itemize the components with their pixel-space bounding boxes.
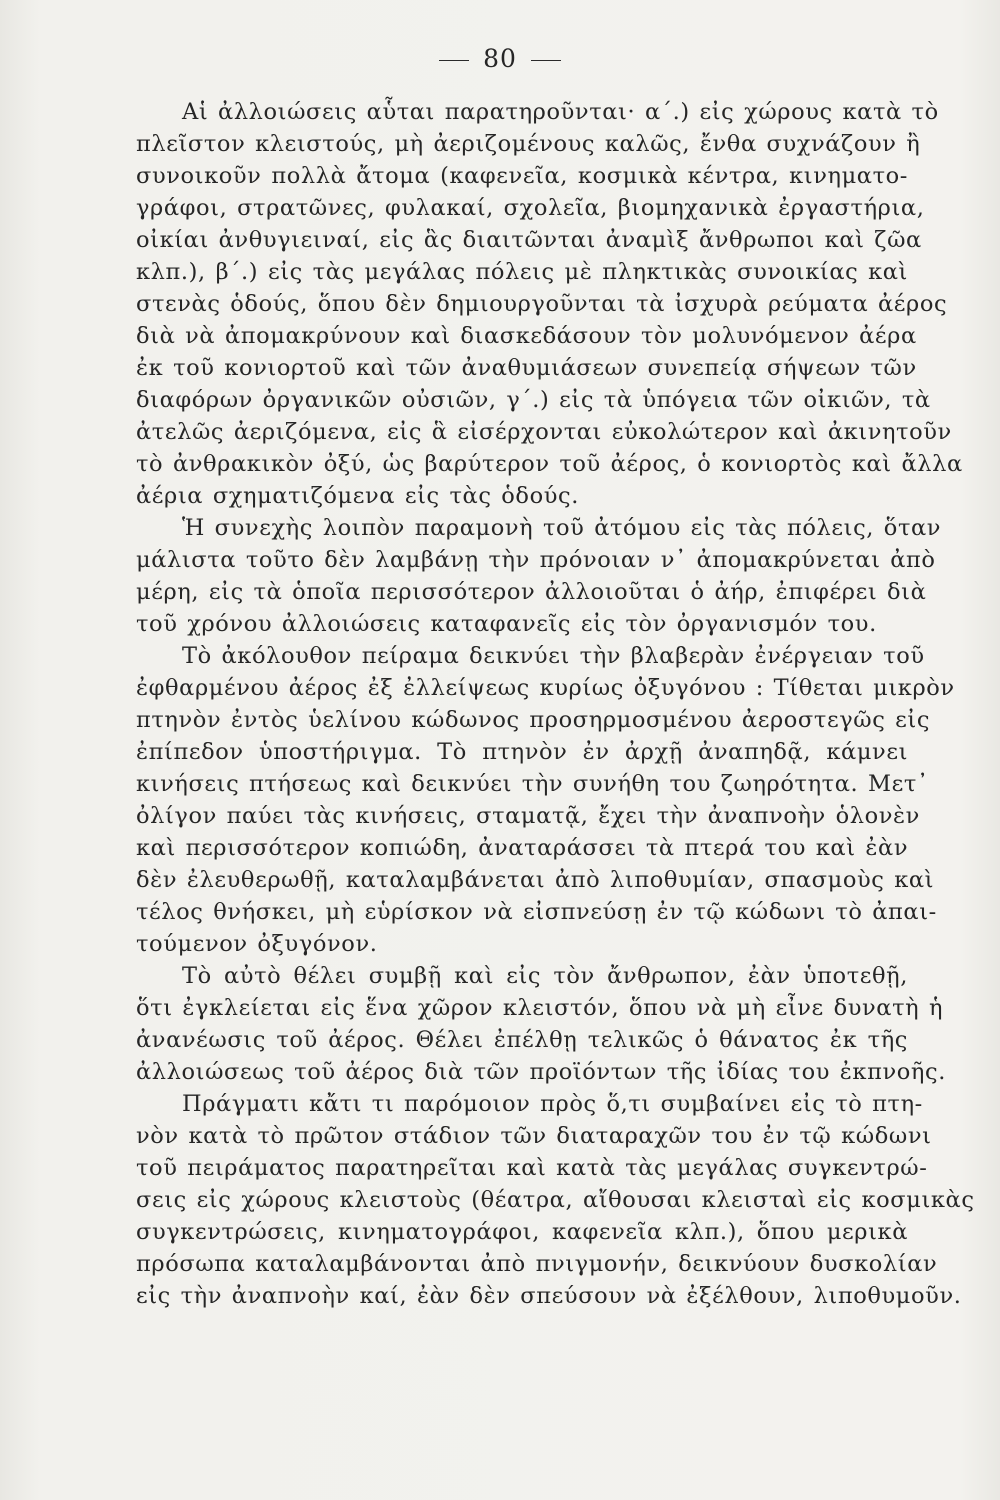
- text-line: κινήσεις πτήσεως καὶ δεικνύει τὴν συνήθη του ζωηρότητα. Μετ᾽: [136, 771, 929, 797]
- page-number-value: 80: [483, 44, 517, 73]
- text-line: τοῦ χρόνου ἀλλοιώσεις καταφανεῖς εἰς τὸν ὀργανισμόν του.: [136, 611, 877, 637]
- text-line: ὅτι ἐγκλείεται εἰς ἕνα χῶρον κλειστόν, ὅπου νὰ μὴ εἶνε δυνατὴ ἡ: [136, 995, 944, 1021]
- text-line: τούμενον ὀξυγόνον.: [136, 931, 378, 957]
- text-line: ἀλλοιώσεως τοῦ ἀέρος διὰ τῶν προϊόντων τῆς ἰδίας του ἐκπνοῆς.: [136, 1059, 946, 1085]
- text-line: ἐφθαρμένου ἀέρος ἐξ ἐλλείψεως κυρίως ὀξυγόνου : Τίθεται μικρὸν: [136, 675, 955, 701]
- text-line: ἐπίπεδον ὑποστήριγμα. Τὸ πτηνὸν ἐν ἀρχῇ ἀναπηδᾷ, κάμνει: [136, 739, 908, 765]
- text-line: ὀλίγον παύει τὰς κινήσεις, σταματᾷ, ἔχει τὴν ἀναπνοὴν ὁλονὲν: [136, 803, 920, 829]
- text-line: πλεῖστον κλειστούς, μὴ ἀεριζομένους καλῶς, ἔνθα συχνάζουν ἢ: [136, 131, 921, 157]
- text-line: τοῦ πειράματος παρατηρεῖται καὶ κατὰ τὰς μεγάλας συγκεντρώ-: [136, 1155, 928, 1181]
- text-line: καὶ περισσότερον κοπιώδη, ἀναταράσσει τὰ πτερά του καὶ ἐὰν: [136, 835, 909, 861]
- text-line: Τὸ ἀκόλουθον πείραμα δεικνύει τὴν βλαβερὰν ἐνέργειαν τοῦ: [182, 643, 925, 669]
- text-line: συγκεντρώσεις, κινηματογράφοι, καφενεῖα κλπ.), ὅπου μερικὰ: [136, 1219, 908, 1245]
- text-line: τέλος θνήσκει, μὴ εὑρίσκον νὰ εἰσπνεύσῃ ἐν τῷ κώδωνι τὸ ἀπαι-: [136, 899, 937, 925]
- page-number-right-dash: [531, 60, 561, 61]
- text-line: διὰ νὰ ἀπομακρύνουν καὶ διασκεδάσουν τὸν μολυνόμενον ἀέρα: [136, 323, 917, 349]
- text-line: οἰκίαι ἀνθυγιειναί, εἰς ἃς διαιτῶνται ἀναμὶξ ἄνθρωποι καὶ ζῶα: [136, 227, 922, 253]
- text-line: γράφοι, στρατῶνες, φυλακαί, σχολεῖα, βιομηχανικὰ ἐργαστήρια,: [136, 195, 925, 221]
- text-line: Τὸ αὐτὸ θέλει συμβῇ καὶ εἰς τὸν ἄνθρωπον, ἐὰν ὑποτεθῇ,: [182, 963, 908, 989]
- text-line: ἀέρια σχηματιζόμενα εἰς τὰς ὁδούς.: [136, 483, 579, 509]
- page-number-left-dash: [439, 60, 469, 61]
- text-line: Ἡ συνεχὴς λοιπὸν παραμονὴ τοῦ ἀτόμου εἰς τὰς πόλεις, ὅταν: [182, 515, 942, 541]
- page-number: [0, 44, 1000, 73]
- text-line: ἀτελῶς ἀεριζόμενα, εἰς ἃ εἰσέρχονται εὐκολώτερον καὶ ἀκινητοῦν: [136, 419, 952, 445]
- text-line: διαφόρων ὀργανικῶν οὐσιῶν, γ΄.) εἰς τὰ ὑπόγεια τῶν οἰκιῶν, τὰ: [136, 387, 931, 413]
- text-line: κλπ.), β΄.) εἰς τὰς μεγάλας πόλεις μὲ πληκτικὰς συνοικίας καὶ: [136, 259, 908, 285]
- text-line: εἰς τὴν ἀναπνοὴν καί, ἐὰν δὲν σπεύσουν νὰ ἐξέλθουν, λιποθυμοῦν.: [136, 1283, 962, 1309]
- text-line: ἀνανέωσις τοῦ ἀέρος. Θέλει ἐπέλθῃ τελικῶς ὁ θάνατος ἐκ τῆς: [136, 1027, 908, 1053]
- text-line: τὸ ἀνθρακικὸν ὀξύ, ὡς βαρύτερον τοῦ ἀέρος, ὁ κονιορτὸς καὶ ἄλλα: [136, 451, 963, 477]
- text-line: στενὰς ὁδούς, ὅπου δὲν δημιουργοῦνται τὰ ἰσχυρὰ ρεύματα ἀέρος: [136, 291, 948, 317]
- text-line: Αἱ ἀλλοιώσεις αὗται παρατηροῦνται· α΄.) εἰς χώρους κατὰ τὸ: [182, 99, 939, 125]
- text-line: σεις εἰς χώρους κλειστοὺς (θέατρα, αἴθουσαι κλεισταὶ εἰς κοσμικὰς: [136, 1187, 975, 1213]
- text-line: νὸν κατὰ τὸ πρῶτον στάδιον τῶν διαταραχῶν του ἐν τῷ κώδωνι: [136, 1123, 932, 1149]
- text-line: δὲν ἐλευθερωθῇ, καταλαμβάνεται ἀπὸ λιποθυμίαν, σπασμοὺς καὶ: [136, 867, 935, 893]
- text-line: συνοικοῦν πολλὰ ἄτομα (καφενεῖα, κοσμικὰ κέντρα, κινηματο-: [136, 163, 908, 189]
- text-line: πρόσωπα καταλαμβάνονται ἀπὸ πνιγμονήν, δεικνύουν δυσκολίαν: [136, 1251, 938, 1277]
- text-line: μάλιστα τοῦτο δὲν λαμβάνῃ τὴν πρόνοιαν ν᾽ ἀπομακρύνεται ἀπὸ: [136, 547, 936, 573]
- text-line: μέρη, εἰς τὰ ὁποῖα περισσότερον ἀλλοιοῦται ὁ ἀήρ, ἐπιφέρει διὰ: [136, 579, 927, 605]
- text-line: ἐκ τοῦ κονιορτοῦ καὶ τῶν ἀναθυμιάσεων συνεπείᾳ σήψεων τῶν: [136, 355, 917, 381]
- text-line: πτηνὸν ἐντὸς ὑελίνου κώδωνος προσηρμοσμένου ἀεροστεγῶς εἰς: [136, 707, 931, 733]
- text-line: Πράγματι κἄτι τι παρόμοιον πρὸς ὅ,τι συμβαίνει εἰς τὸ πτη-: [182, 1091, 923, 1117]
